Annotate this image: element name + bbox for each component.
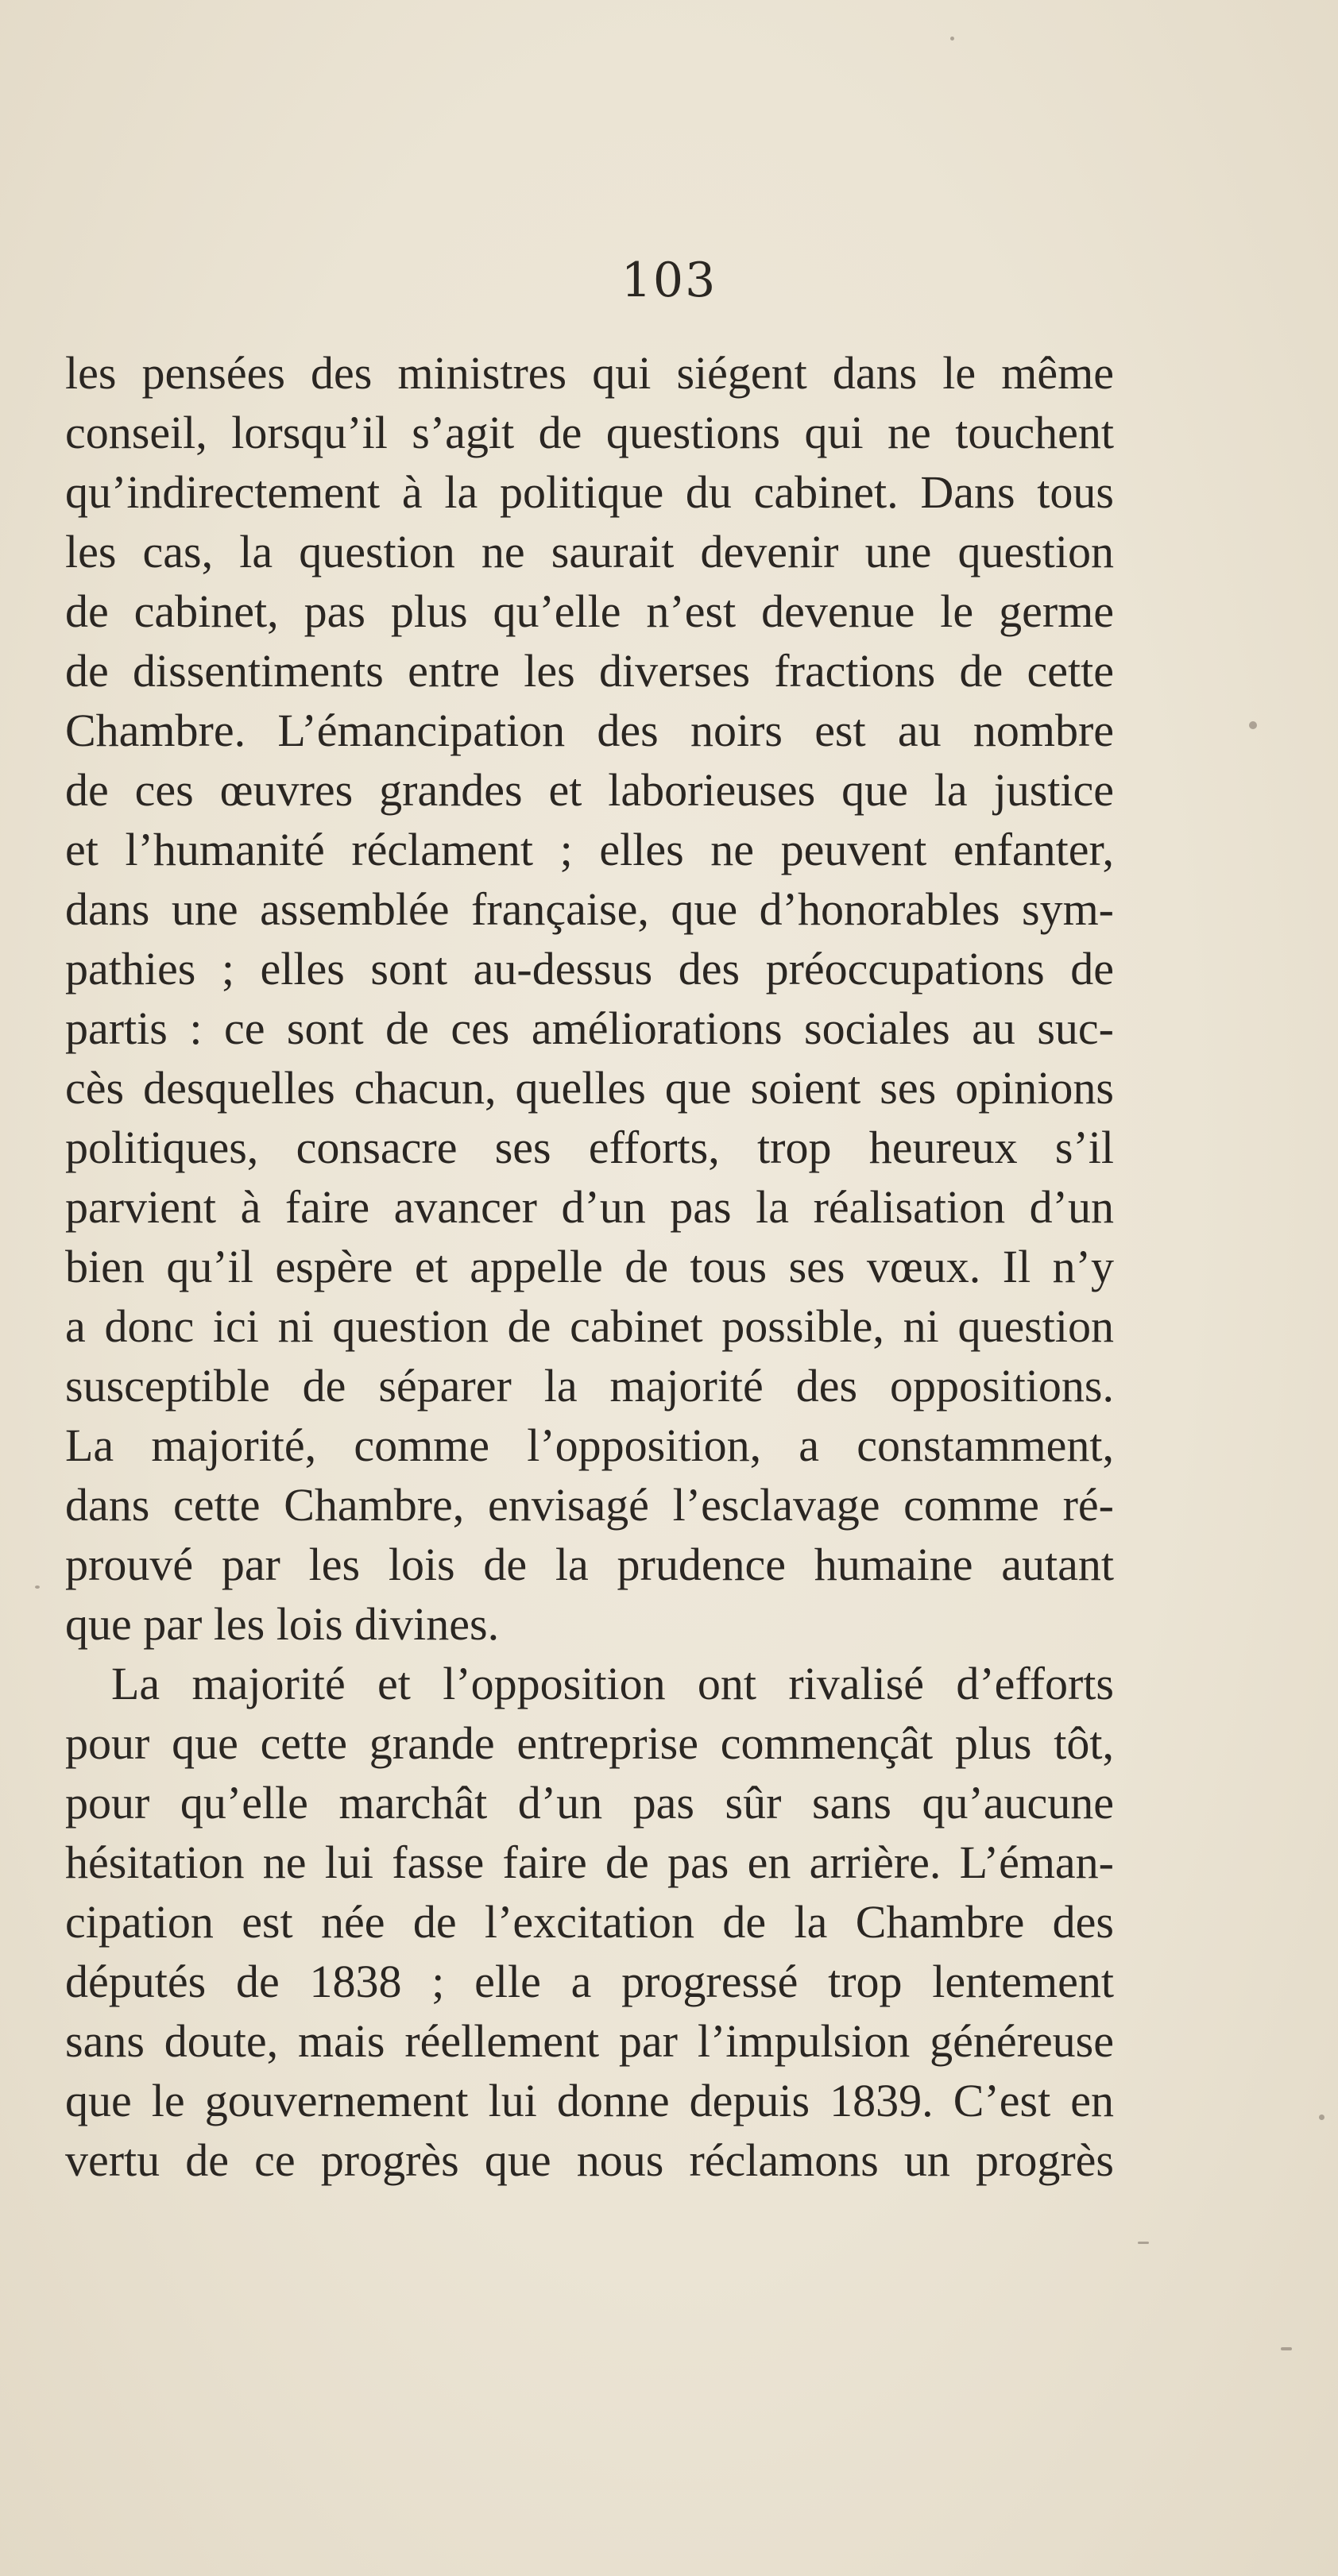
text-line: et l’humanité réclament ; elles ne peuvent enfanter, bbox=[65, 824, 1114, 875]
text-line: qu’indirectement à la politique du cabinet. Dans tous bbox=[65, 466, 1114, 518]
text-line: conseil, lorsqu’il s’agit de questions qui ne touchent bbox=[65, 407, 1114, 458]
paper-speck bbox=[1281, 2347, 1292, 2350]
text-line: que le gouvernement lui donne depuis 1839. C’est en bbox=[65, 2075, 1114, 2126]
text-line: La majorité et l’opposition ont rivalisé d’efforts bbox=[111, 1658, 1114, 1709]
text-line: susceptible de séparer la majorité des oppositions. bbox=[65, 1360, 1114, 1412]
paper-speck bbox=[35, 1585, 40, 1589]
paper-speck bbox=[950, 37, 954, 41]
text-line: vertu de ce progrès que nous réclamons un progrès bbox=[65, 2134, 1114, 2186]
text-line: dans une assemblée française, que d’honorables sym- bbox=[65, 883, 1114, 935]
text-line: prouvé par les lois de la prudence humaine autant bbox=[65, 1539, 1114, 1590]
paragraph-2 bbox=[65, 1654, 1114, 2190]
text-line: les pensées des ministres qui siégent dans le même bbox=[65, 347, 1114, 399]
text-line: a donc ici ni question de cabinet possible, ni question bbox=[65, 1300, 1114, 1352]
text-line: politiques, consacre ses efforts, trop heureux s’il bbox=[65, 1122, 1114, 1173]
paper-speck bbox=[1249, 721, 1257, 729]
text-line: bien qu’il espère et appelle de tous ses vœux. Il n’y bbox=[65, 1241, 1114, 1292]
text-line: pour que cette grande entreprise commençât plus tôt, bbox=[65, 1717, 1114, 1769]
text-line: de ces œuvres grandes et laborieuses que la justice bbox=[65, 764, 1114, 816]
body-text bbox=[65, 343, 1114, 2190]
paper-speck bbox=[1138, 2242, 1149, 2244]
text-line: cès desquelles chacun, quelles que soient ses opinions bbox=[65, 1062, 1114, 1114]
text-line: pour qu’elle marchât d’un pas sûr sans qu’aucune bbox=[65, 1777, 1114, 1829]
text-line: dans cette Chambre, envisagé l’esclavage comme ré- bbox=[65, 1479, 1114, 1531]
text-line: La majorité, comme l’opposition, a constamment, bbox=[65, 1419, 1114, 1471]
text-line: sans doute, mais réellement par l’impulsion généreuse bbox=[65, 2015, 1114, 2067]
page-number: 103 bbox=[621, 253, 717, 308]
text-line: parvient à faire avancer d’un pas la réalisation d’un bbox=[65, 1181, 1114, 1233]
text-line: de cabinet, pas plus qu’elle n’est devenue le germe bbox=[65, 585, 1114, 637]
text-line: pathies ; elles sont au-dessus des préoccupations de bbox=[65, 943, 1114, 994]
text-line: de dissentiments entre les diverses fractions de cette bbox=[65, 645, 1114, 697]
paragraph-1 bbox=[65, 343, 1114, 1654]
text-line: hésitation ne lui fasse faire de pas en arrière. L’éman- bbox=[65, 1836, 1114, 1888]
paper-speck bbox=[1319, 2114, 1324, 2120]
text-line: que par les lois divines. bbox=[65, 1598, 500, 1650]
text-line: députés de 1838 ; elle a progressé trop lentement bbox=[65, 1956, 1114, 2007]
text-line: cipation est née de l’excitation de la Chambre des bbox=[65, 1896, 1114, 1948]
text-line: partis : ce sont de ces améliorations sociales au suc- bbox=[65, 1002, 1114, 1054]
text-line: les cas, la question ne saurait devenir une question bbox=[65, 526, 1114, 577]
text-line: Chambre. L’émancipation des noirs est au nombre bbox=[65, 705, 1114, 756]
